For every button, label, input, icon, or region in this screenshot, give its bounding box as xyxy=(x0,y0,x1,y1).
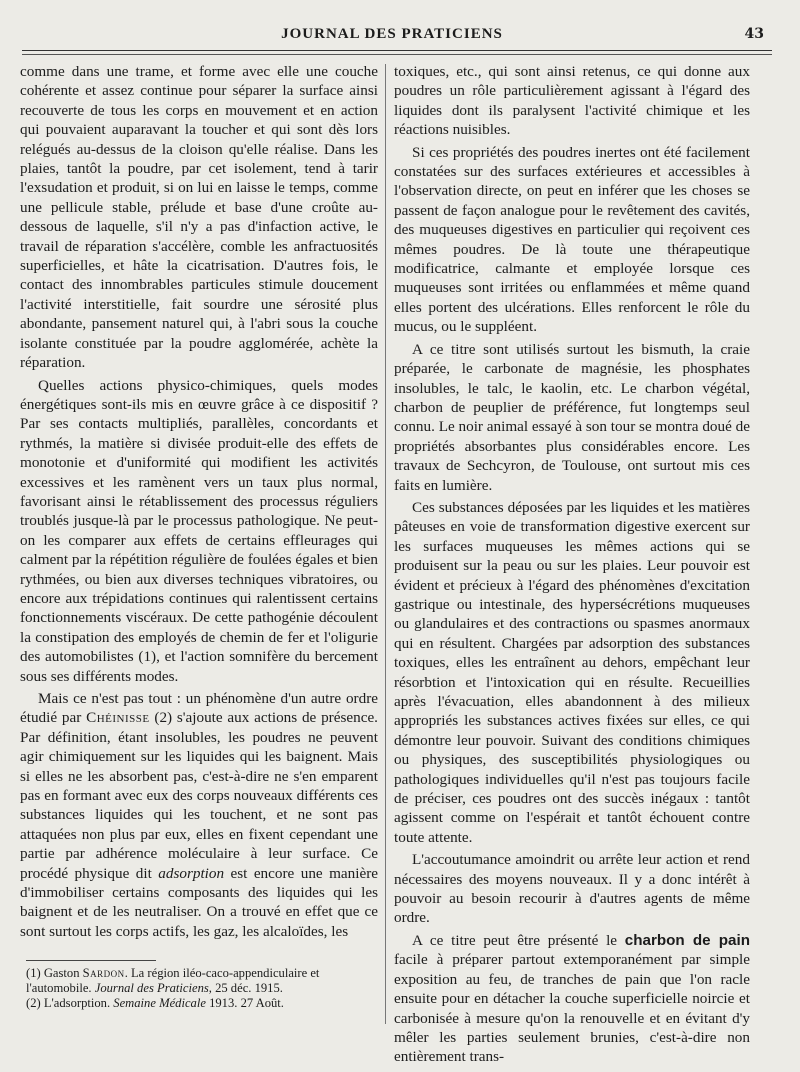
paragraph: L'accoutumance amoindrit ou arrête leur action et rend nécessaires des moyens nouveaux. Il y a donc intérêt à pouvoir au besoin recourir à d'autres agents de même ordre. xyxy=(394,851,750,927)
footnotes xyxy=(26,966,380,1011)
paragraph: Quelles actions physico-chimiques, quels modes énergétiques sont-ils mis en œuvre grâce à ce dispositif ? Par ses contacts multipliés, parallèles, concordants et rythmés, la matière si divisée produit-elle des effets de monotonie et d'uniformité qui modifient les activités excessives et les ramènent vers un taux plus normal, favorisant ainsi le rétablissement des processus réguliers troublés jusque-là par le processus pathologique. Ne peut-on les comparer aux effets de certains effleurages qui calment par la répétition régulière de foulées égales et bien rythmées, ou bien aux diverses techniques vibratoires, ou encore aux trépidations continues qui ralentissent certains fonctionnements viscéraux. De cette pathogénie découlent la constipation des employés de chemin de fer et l'oligurie des automobilistes (1), et l'action somnifère du bercement sous ses différents modes. xyxy=(20,376,379,685)
running-head xyxy=(20,26,764,48)
left-column xyxy=(20,62,378,944)
footnote-rule xyxy=(26,960,156,961)
header-rule xyxy=(22,50,772,51)
paragraph: A ce titre sont utilisés surtout les bismuth, la craie préparée, le carbonate de magnésie, les phosphates insolubles, le talc, le kaolin, etc. Le charbon végétal, charbon de peuplier de préférence, fut longtemps seul connu. Le noir animal essayé à son tour se montra doué de propriétés absorbantes plus considérables encore. Les travaux de Sechcyron, de Toulouse, ont surtout mis ces faits en lumière. xyxy=(394,340,750,494)
footnote-2: (2) L'adsorption. Semaine Médicale 1913. 27 Août. xyxy=(26,996,284,1010)
footnote-1: (1) Gaston Sardon. La région iléo-caco-appendiculaire et l'automobile. Journal des Praticiens, 25 déc. 1915. xyxy=(26,966,320,995)
right-column xyxy=(394,62,750,1070)
header-rule-thin xyxy=(22,54,772,55)
author-name: Chéinisse xyxy=(86,709,150,727)
paragraph: Si ces propriétés des poudres inertes ont été facilement constatées sur des surfaces extérieures et accessibles à l'observation directe, on peut en inférer que les choses se passent de façon analogue pour le revêtement des cavités, des muqueuses digestives en particulier qui reçoivent ces mêmes poudres. De là toute une thérapeutique modificatrice, calmante et employée lorsque ces muqueuses sont irritées ou enflammées et même quand elles portent des ulcérations. Elles renforcent le rôle du mucus, ou le suppléent. xyxy=(394,143,750,336)
term-adsorption: adsorption xyxy=(158,864,225,882)
paragraph: Ces substances déposées par les liquides et les matières pâteuses en voie de transformation digestive exercent sur les surfaces muqueuses les mêmes actions qui se produisent sur la peau ou sur les plaies. Leur pouvoir est évident et précieux à l'égard des phénomènes d'excitation gastrique ou intestinale, des hypersécrétions muqueuses ou glandulaires et des contractions ou spasmes anormaux qui en résultent. Chargées par adsorption des substances toxiques, elles les entraînent au dehors, empêchant leur résorbtion et l'intoxication qui en résulte. Recueillies après l'évacuation, elles abandonnent à des milieux appropriés les substances actives fixées sur elles, ce qui démontre leur pouvoir. Suivant des conditions chimiques ou physiques, des susceptibilités physiologiques ou pathologiques individuelles qu'il n'est pas toujours facile de préciser, ces poudres ont des succès inégaux : tantôt agissent comme on l'espérait et tantôt échouent contre toute attente. xyxy=(394,498,750,846)
paragraph: A ce titre peut être présenté le charbon de pain facile à préparer partout extemporanément par simple exposition au feu, de tranches de pain que l'on racle ensuite pour en détacher la couche superficielle noircie et carbonisée à mesure qu'on la renouvelle et en évitant d'y mêler les parties seulement brunies, c'est-à-dire non entièrement trans- xyxy=(394,931,750,1066)
paragraph: comme dans une trame, et forme avec elle une couche cohérente et assez continue pour séparer la surface ainsi recouverte de tous les corps en mouvement et en action qui pouvaient auparavant la toucher et qui sont dès lors relégués au-dessus de la cloison qu'elle réalise. Dans les plaies, tantôt la poudre, par cet isolement, tend à tarir l'exsudation et produit, si on lui en laisse le temps, comme une pellicule stable, prélude et base d'une croûte au-dessous de laquelle, s'il n'y a pas d'infaction active, le travail de réparation s'accélère, comble les anfractuosités superficielles, et hâte la cicatrisation. D'autres fois, le contact des innombrables particules stimule doucement l'activité interstitielle, fait sourdre une sérosité plus abondante, pansement naturel qui, à l'abri sous la couche isolante constituée par la poudre agglomérée, achète la réparation. xyxy=(20,63,378,372)
page-number: 43 xyxy=(744,26,764,42)
charbon-de-pain-term: charbon de pain xyxy=(624,931,750,949)
journal-title: JOURNAL DES PRATICIENS xyxy=(281,26,503,42)
column-divider xyxy=(385,64,386,1024)
paragraph: Mais ce n'est pas tout : un phénomène d'un autre ordre étudié par Chéinisse (2) s'ajoute aux actions de présence. Par définition, étant insolubles, les poudres ne peuvent agir chimiquement sur les liquides qui les baignent. Mais si elles ne les absorbent pas, c'est-à-dire ne s'en emparent pas en formant avec eux des corps nouveaux différents ces substances liquides qui les touchent, et ne sont pas attaquées non plus par eux, elles en fixent cependant une partie par adhérence moléculaire à leur surface. Ce procédé physique dit adsorption est encore une manière d'immobiliser certains composants des liquides qui les baignent et de les neutraliser. On a trouvé en effet que ce sont surtout les corps actifs, les gaz, les alcaloïdes, les xyxy=(20,690,378,940)
paragraph: toxiques, etc., qui sont ainsi retenus, ce qui donne aux poudres un rôle particulièrement agissant à l'égard des liquides dont ils paralysent l'activité chimique et les réactions nuisibles. xyxy=(394,63,750,139)
